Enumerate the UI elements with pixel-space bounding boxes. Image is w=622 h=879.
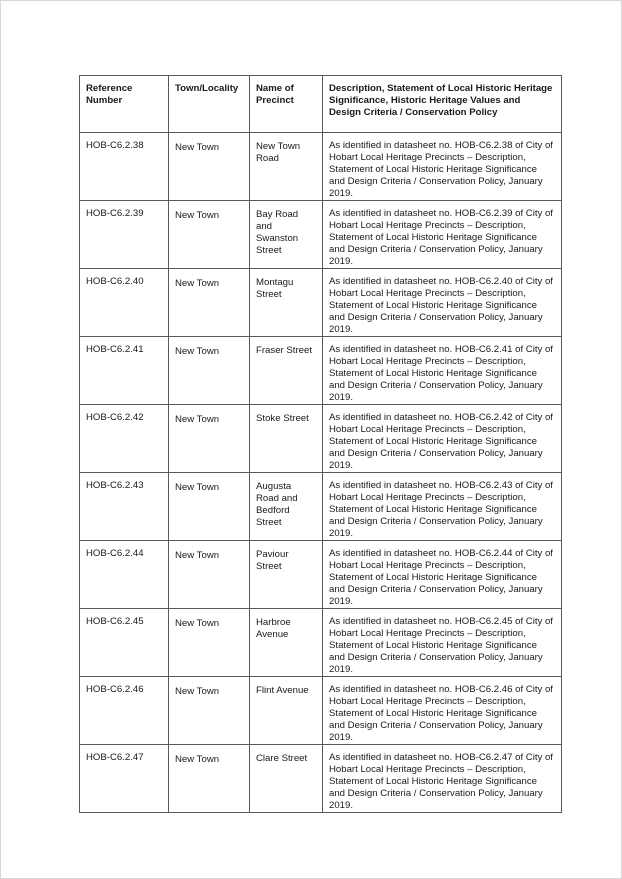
table-row <box>80 541 562 609</box>
table-row <box>80 405 562 473</box>
cell-town: New Town <box>169 609 250 677</box>
cell-description: As identified in datasheet no. HOB-C6.2.46 of City of Hobart Local Heritage Precincts – Description, Statement of Local Historic Heritage Significance and Design Criteria / Conservation Policy, January 2019. <box>323 677 562 745</box>
cell-reference: HOB-C6.2.46 <box>80 677 169 745</box>
cell-description: As identified in datasheet no. HOB-C6.2.43 of City of Hobart Local Heritage Precincts – Description, Statement of Local Historic Heritage Significance and Design Criteria / Conservation Policy, January 2019. <box>323 473 562 541</box>
cell-reference: HOB-C6.2.38 <box>80 133 169 201</box>
cell-description: As identified in datasheet no. HOB-C6.2.38 of City of Hobart Local Heritage Precincts – Description, Statement of Local Historic Heritage Significance and Design Criteria / Conservation Policy, January 2019. <box>323 133 562 201</box>
cell-description: As identified in datasheet no. HOB-C6.2.45 of City of Hobart Local Heritage Precincts – Description, Statement of Local Historic Heritage Significance and Design Criteria / Conservation Policy, January 2019. <box>323 609 562 677</box>
header-reference-number: Reference Number <box>80 76 169 133</box>
cell-description: As identified in datasheet no. HOB-C6.2.40 of City of Hobart Local Heritage Precincts – Description, Statement of Local Historic Heritage Significance and Design Criteria / Conservation Policy, January 2019. <box>323 269 562 337</box>
cell-precinct: Flint Avenue <box>250 677 323 745</box>
cell-town: New Town <box>169 201 250 269</box>
cell-description: As identified in datasheet no. HOB-C6.2.39 of City of Hobart Local Heritage Precincts – Description, Statement of Local Historic Heritage Significance and Design Criteria / Conservation Policy, January 2019. <box>323 201 562 269</box>
cell-town: New Town <box>169 133 250 201</box>
cell-precinct: Harbroe Avenue <box>250 609 323 677</box>
table-row <box>80 133 562 201</box>
cell-reference: HOB-C6.2.44 <box>80 541 169 609</box>
table-row <box>80 473 562 541</box>
table-row <box>80 677 562 745</box>
table-header-row <box>80 76 562 133</box>
cell-precinct: Paviour Street <box>250 541 323 609</box>
cell-precinct: Fraser Street <box>250 337 323 405</box>
cell-reference: HOB-C6.2.45 <box>80 609 169 677</box>
cell-precinct: Augusta Road and Bedford Street <box>250 473 323 541</box>
cell-precinct: Stoke Street <box>250 405 323 473</box>
table-row <box>80 609 562 677</box>
table-row <box>80 745 562 813</box>
cell-precinct: Clare Street <box>250 745 323 813</box>
cell-reference: HOB-C6.2.40 <box>80 269 169 337</box>
cell-town: New Town <box>169 473 250 541</box>
cell-description: As identified in datasheet no. HOB-C6.2.41 of City of Hobart Local Heritage Precincts – Description, Statement of Local Historic Heritage Significance and Design Criteria / Conservation Policy, January 2019. <box>323 337 562 405</box>
cell-town: New Town <box>169 541 250 609</box>
cell-town: New Town <box>169 337 250 405</box>
cell-town: New Town <box>169 677 250 745</box>
cell-reference: HOB-C6.2.42 <box>80 405 169 473</box>
table-row <box>80 269 562 337</box>
cell-precinct: Montagu Street <box>250 269 323 337</box>
cell-reference: HOB-C6.2.39 <box>80 201 169 269</box>
cell-reference: HOB-C6.2.41 <box>80 337 169 405</box>
header-description: Description, Statement of Local Historic Heritage Significance, Historic Heritage Values and Design Criteria / Conservation Policy <box>323 76 562 133</box>
cell-precinct: New Town Road <box>250 133 323 201</box>
cell-description: As identified in datasheet no. HOB-C6.2.47 of City of Hobart Local Heritage Precincts – Description, Statement of Local Historic Heritage Significance and Design Criteria / Conservation Policy, January 2019. <box>323 745 562 813</box>
cell-town: New Town <box>169 405 250 473</box>
header-name-of-precinct: Name of Precinct <box>250 76 323 133</box>
cell-description: As identified in datasheet no. HOB-C6.2.42 of City of Hobart Local Heritage Precincts – Description, Statement of Local Historic Heritage Significance and Design Criteria / Conservation Policy, January 2019. <box>323 405 562 473</box>
cell-town: New Town <box>169 269 250 337</box>
cell-reference: HOB-C6.2.43 <box>80 473 169 541</box>
cell-reference: HOB-C6.2.47 <box>80 745 169 813</box>
heritage-precincts-table <box>79 75 562 813</box>
cell-town: New Town <box>169 745 250 813</box>
table-row <box>80 337 562 405</box>
cell-precinct: Bay Road and Swanston Street <box>250 201 323 269</box>
cell-description: As identified in datasheet no. HOB-C6.2.44 of City of Hobart Local Heritage Precincts – Description, Statement of Local Historic Heritage Significance and Design Criteria / Conservation Policy, January 2019. <box>323 541 562 609</box>
table-row <box>80 201 562 269</box>
header-town-locality: Town/Locality <box>169 76 250 133</box>
